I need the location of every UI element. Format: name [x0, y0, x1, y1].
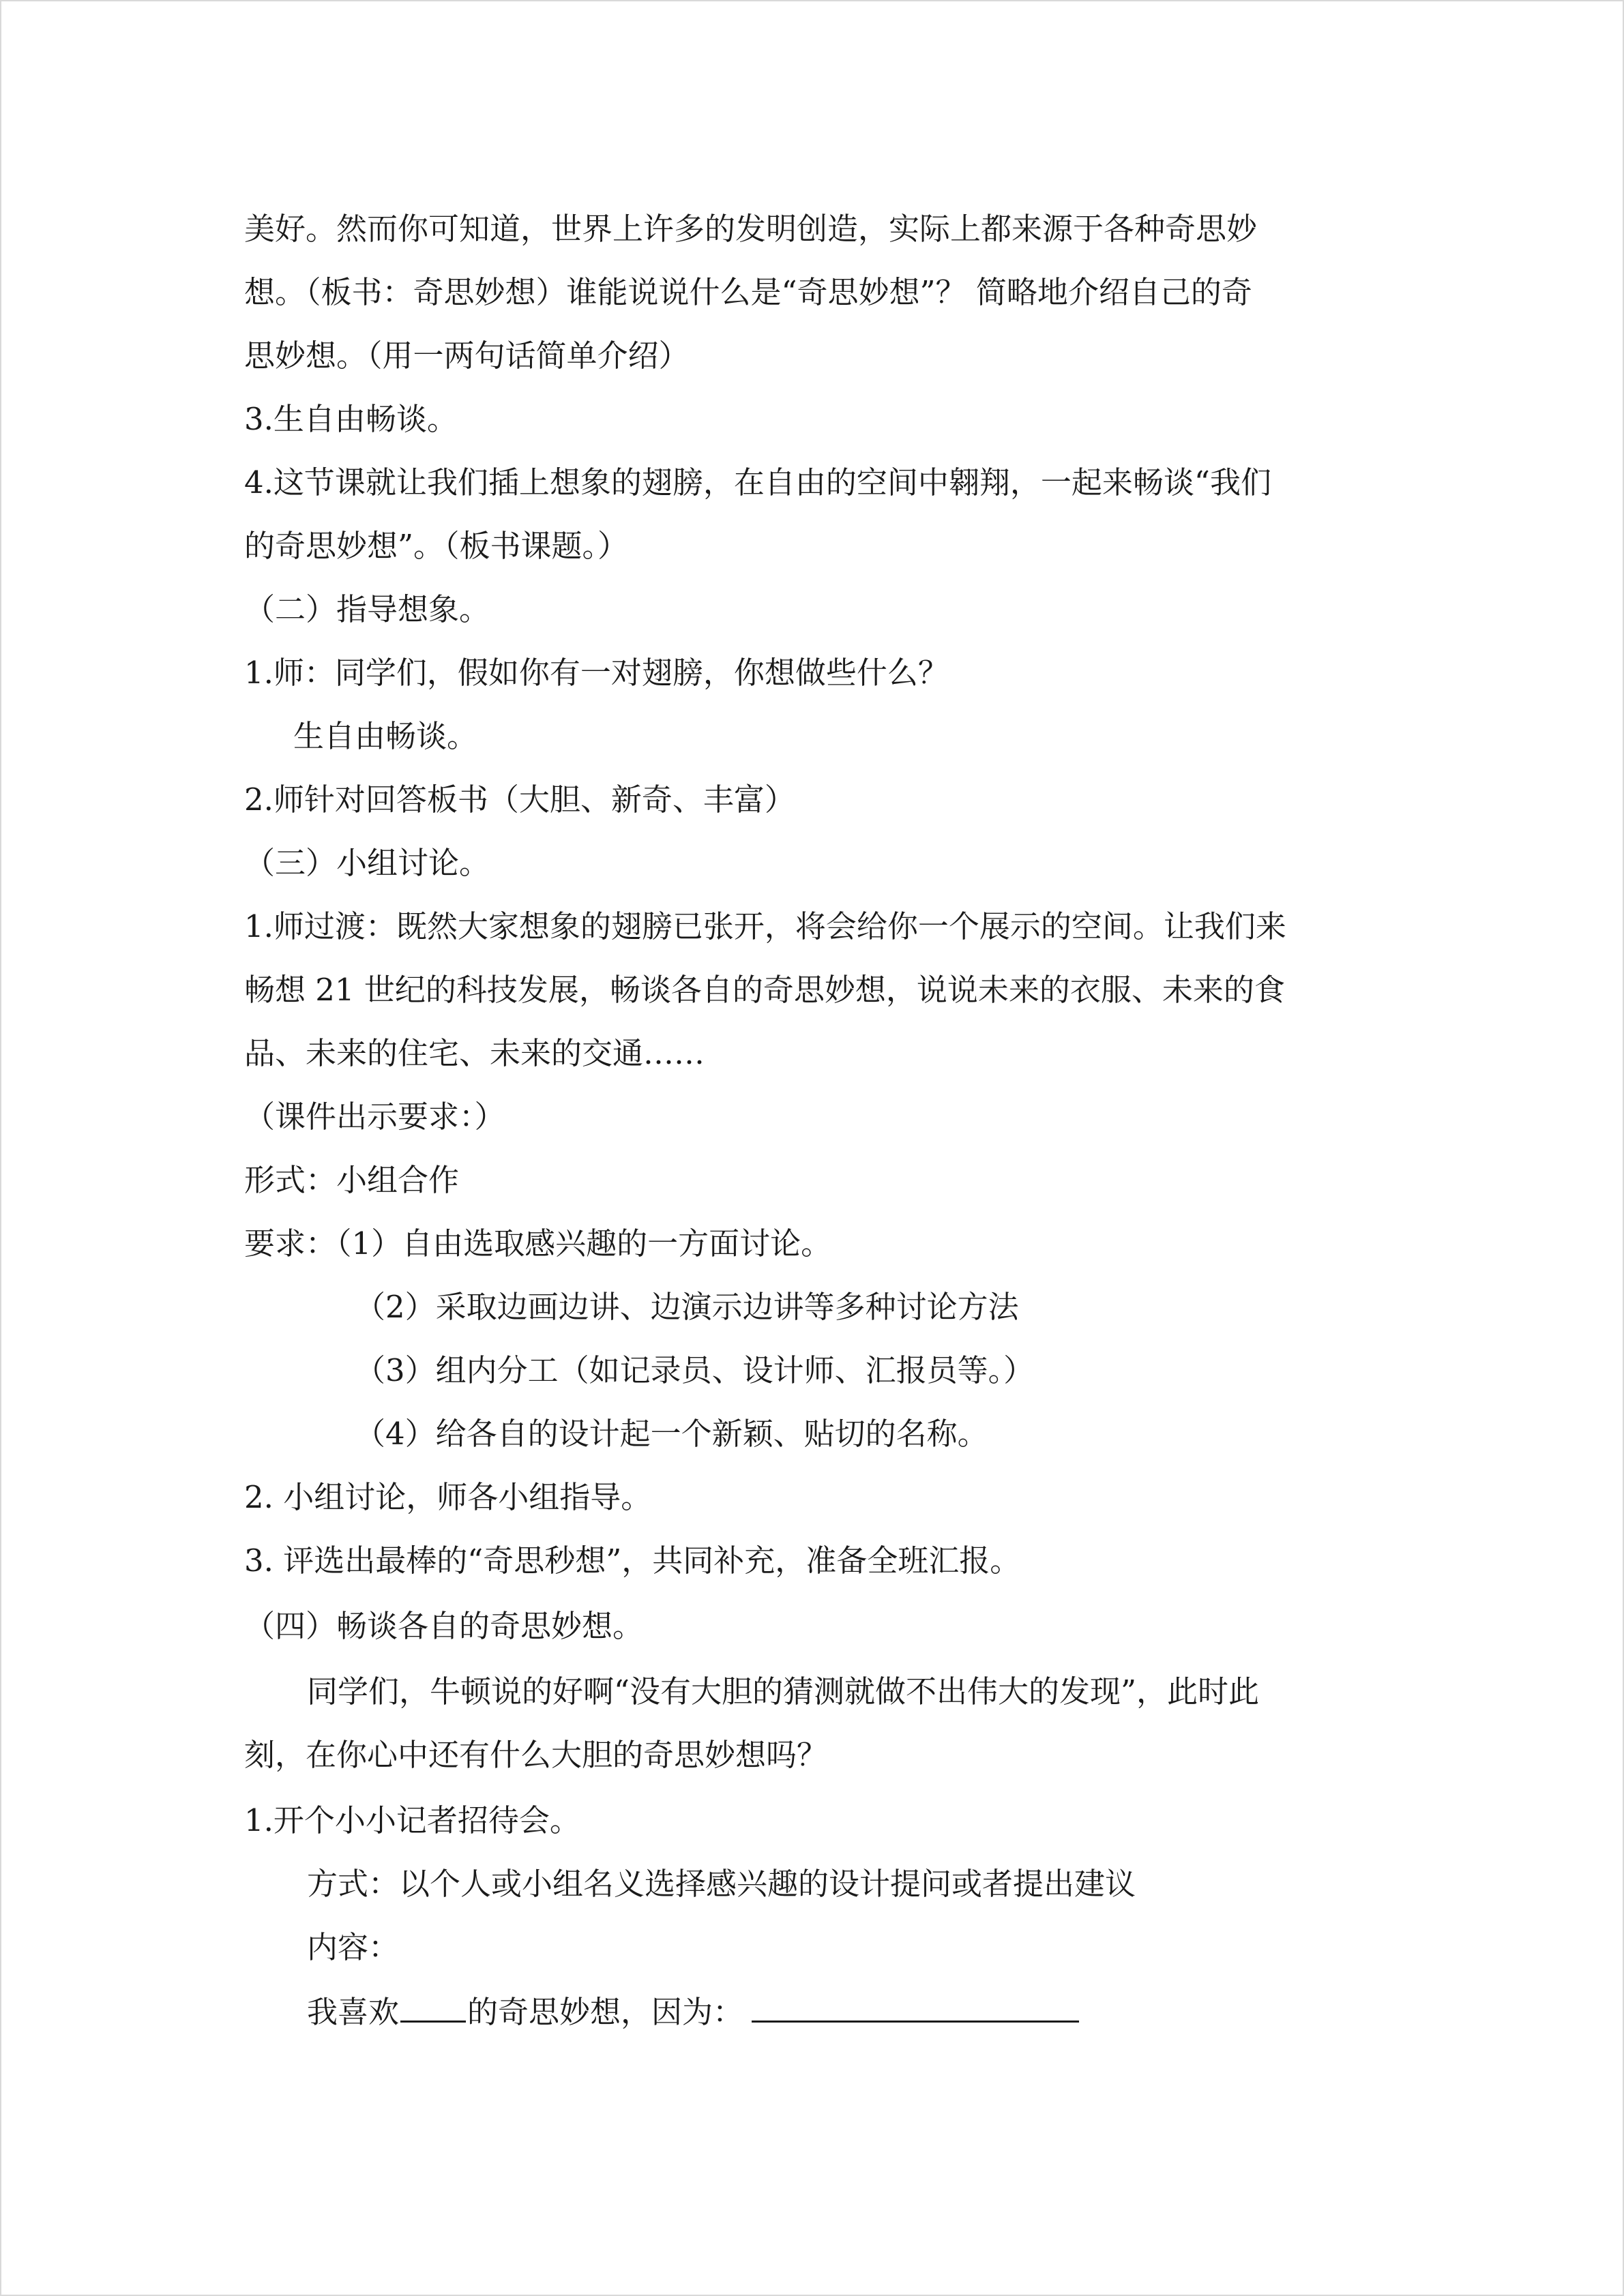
paragraph-line: 美好。然而你可知道，世界上许多的发明创造，实际上都来源于各种奇思妙 — [244, 211, 1258, 247]
paragraph-line: 刻，在你心中还有什么大胆的奇思妙想吗？ — [244, 1737, 828, 1773]
paragraph-line: 的奇思妙想”。（板书课题。） — [244, 528, 629, 564]
paragraph-line: 4.这节课就让我们插上想象的翅膀，在自由的空间中翱翔，一起来畅谈“我们 — [244, 464, 1271, 501]
paragraph-line: 方式：以个人或小组名义选择感兴趣的设计提问或者提出建议 — [307, 1866, 1136, 1902]
section-heading: （二）指导想象。 — [244, 591, 490, 627]
paragraph-line: （课件出示要求：） — [244, 1099, 505, 1135]
paragraph-line: 2.师针对回答板书（大胆、新奇、丰富） — [244, 781, 795, 818]
fill-in-blank-short — [400, 1991, 466, 2023]
paragraph-line: 1.师：同学们，假如你有一对翅膀，你想做些什么？ — [244, 655, 949, 691]
paragraph-line: 同学们，牛顿说的好啊“没有大胆的猜测就做不出伟大的发现”，此时此 — [307, 1673, 1260, 1710]
paragraph-line: 形式：小组合作 — [244, 1162, 460, 1198]
paragraph-line: 思妙想。（用一两句话简单介绍） — [244, 338, 690, 374]
paragraph-line: 3.生自由畅谈。 — [244, 401, 458, 437]
paragraph-line: 生自由畅谈。 — [293, 718, 478, 754]
fill-in-sentence — [307, 1991, 1080, 2031]
requirement-item: （2）采取边画边讲、边演示边讲等多种讨论方法 — [355, 1289, 1019, 1325]
paragraph-line: 要求：（1）自由选取感兴趣的一方面讨论。 — [244, 1225, 832, 1262]
requirement-item: （4）给各自的设计起一个新颖、贴切的名称。 — [355, 1416, 988, 1452]
requirement-item: （3）组内分工（如记录员、设计师、汇报员等。） — [355, 1352, 1035, 1388]
fill-in-text: 我喜欢 — [307, 1994, 400, 2030]
paragraph-line: 1.师过渡：既然大家想象的翅膀已张开，将会给你一个展示的空间。让我们来 — [244, 908, 1286, 944]
paragraph-line: 内容： — [307, 1929, 400, 1965]
fill-in-text: 的奇思妙想，因为： — [467, 1994, 744, 2030]
paragraph-line: 畅想 21 世纪的科技发展，畅谈各自的奇思妙想，说说未来的衣服、未来的食 — [244, 972, 1285, 1008]
section-heading: （四）畅谈各自的奇思妙想。 — [244, 1608, 644, 1644]
paragraph-line: 2. 小组讨论，师各小组指导。 — [244, 1479, 652, 1515]
paragraph-line: 品、未来的住宅、未来的交通…… — [244, 1035, 705, 1071]
paragraph-line: 想。（板书：奇思妙想）谁能说说什么是“奇思妙想”？ 简略地介绍自己的奇 — [244, 274, 1252, 310]
paragraph-line: 1.开个小小记者招待会。 — [244, 1802, 580, 1838]
fill-in-blank-long — [752, 1991, 1079, 2023]
section-heading: （三）小组讨论。 — [244, 845, 490, 881]
paragraph-line: 3. 评选出最棒的“奇思秒想”，共同补充，准备全班汇报。 — [244, 1542, 1021, 1579]
